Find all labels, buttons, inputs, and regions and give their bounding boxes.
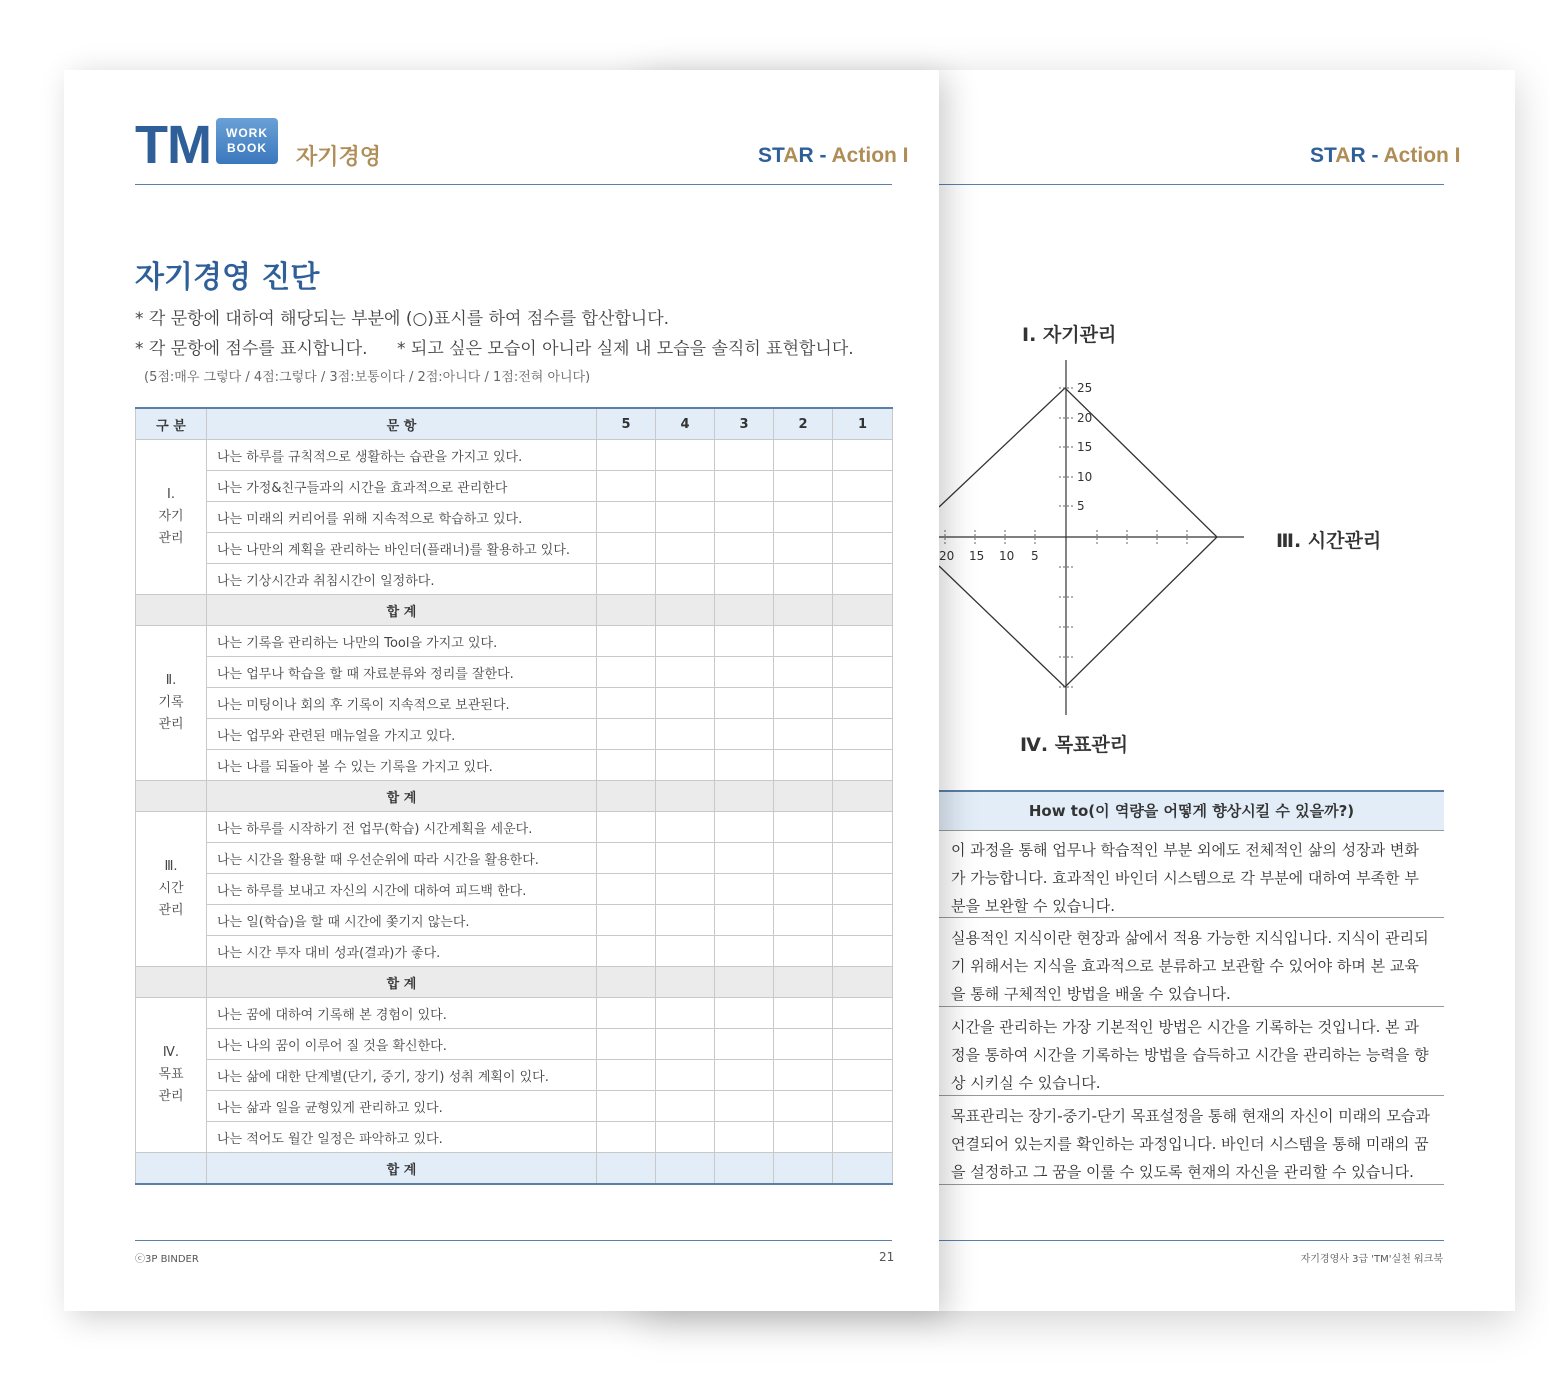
question-text: 나는 나를 되돌아 볼 수 있는 기록을 가지고 있다. [207, 750, 597, 781]
score-cell[interactable] [774, 936, 833, 967]
table-row [136, 812, 893, 843]
category-cell [136, 626, 207, 781]
score-cell[interactable] [715, 657, 774, 688]
score-cell[interactable] [597, 1029, 656, 1060]
score-cell[interactable] [656, 440, 715, 471]
table-row [136, 626, 893, 657]
score-cell[interactable] [833, 750, 893, 781]
howto-paragraph-3: 시간을 관리하는 가장 기본적인 방법은 시간을 기록하는 것입니다. 본 과정을 통하여 시간을 기록하는 방법을 습득하고 시간을 관리하는 능력을 향상 시키실 수 있습니다. [939, 1007, 1444, 1096]
header-score-5: 5 [597, 408, 656, 440]
y-tick-10: 10 [1077, 470, 1093, 484]
category-label: 관리 [158, 717, 184, 732]
sum-score-cell[interactable] [715, 595, 774, 626]
sum-label: 합 계 [207, 595, 597, 626]
score-cell[interactable] [597, 1091, 656, 1122]
question-text: 나는 하루를 규칙적으로 생활하는 습관을 가지고 있다. [207, 440, 597, 471]
score-cell[interactable] [715, 1122, 774, 1153]
score-cell[interactable] [597, 905, 656, 936]
radar-diagram [939, 355, 1259, 725]
header-category: 구 분 [136, 408, 207, 440]
sum-empty-cell [136, 967, 207, 998]
y-tick-5: 5 [1077, 499, 1085, 513]
score-cell[interactable] [774, 688, 833, 719]
instruction-1: * 각 문항에 대하여 해당되는 부분에 (○)표시를 하여 점수를 합산합니다. [135, 309, 670, 329]
y-tick-25: 25 [1077, 381, 1093, 395]
score-cell[interactable] [597, 812, 656, 843]
sum-score-cell[interactable] [833, 595, 893, 626]
score-cell[interactable] [597, 874, 656, 905]
sum-score-cell[interactable] [656, 595, 715, 626]
table-row [136, 874, 893, 905]
question-text: 나는 나의 꿈이 이루어 질 것을 확신한다. [207, 1029, 597, 1060]
instruction-2: * 각 문항에 점수를 표시합니다. [135, 339, 368, 359]
score-cell[interactable] [833, 998, 893, 1029]
page-number: 21 [879, 1250, 895, 1264]
header-score-2: 2 [774, 408, 833, 440]
sum-score-cell[interactable] [833, 967, 893, 998]
score-cell[interactable] [774, 812, 833, 843]
sum-score-cell[interactable] [597, 967, 656, 998]
score-cell[interactable] [715, 905, 774, 936]
page-title: 자기경영 진단 [135, 260, 320, 295]
score-cell[interactable] [833, 719, 893, 750]
table-row [136, 688, 893, 719]
score-cell[interactable] [656, 1091, 715, 1122]
axis-label-bottom: Ⅳ. 목표관리 [1020, 734, 1129, 756]
sum-score-cell[interactable] [833, 1153, 893, 1185]
score-cell[interactable] [715, 471, 774, 502]
sum-score-cell[interactable] [715, 781, 774, 812]
score-cell[interactable] [833, 905, 893, 936]
score-cell[interactable] [715, 502, 774, 533]
question-text: 나는 미팅이나 회의 후 기록이 지속적으로 보관된다. [207, 688, 597, 719]
score-cell[interactable] [833, 657, 893, 688]
table-row [136, 843, 893, 874]
category-label: 자기 [158, 509, 184, 524]
score-cell[interactable] [774, 533, 833, 564]
score-cell[interactable] [597, 1122, 656, 1153]
score-cell[interactable] [833, 533, 893, 564]
score-cell[interactable] [597, 936, 656, 967]
score-cell[interactable] [597, 688, 656, 719]
header-rule-left [135, 184, 892, 185]
sum-score-cell[interactable] [774, 967, 833, 998]
category-label: 관리 [158, 1089, 184, 1104]
question-text: 나는 업무와 관련된 매뉴얼을 가지고 있다. [207, 719, 597, 750]
category-cell [136, 440, 207, 595]
score-cell[interactable] [833, 1091, 893, 1122]
category-label: 기록 [158, 695, 184, 710]
sum-score-cell[interactable] [597, 595, 656, 626]
score-cell[interactable] [656, 998, 715, 1029]
score-cell[interactable] [833, 874, 893, 905]
score-cell[interactable] [656, 843, 715, 874]
score-cell[interactable] [656, 874, 715, 905]
logo-workbook-line2: BOOK [227, 141, 267, 155]
table-row [136, 471, 893, 502]
howto-paragraph-1: 이 과정을 통해 업무나 학습적인 부분 외에도 전체적인 삶의 성장과 변화가 가능합니다. 효과적인 바인더 시스템으로 각 부분에 대하여 부족한 부분을 보완할 수 있습니다. [939, 830, 1444, 918]
score-cell[interactable] [656, 533, 715, 564]
footer-copyright: ⓒ3P BINDER [135, 1254, 199, 1265]
header-score-4: 4 [656, 408, 715, 440]
category-label: 관리 [158, 903, 184, 918]
question-text: 나는 적어도 월간 일정은 파악하고 있다. [207, 1122, 597, 1153]
score-cell[interactable] [656, 750, 715, 781]
sum-score-cell[interactable] [774, 595, 833, 626]
score-cell[interactable] [833, 1060, 893, 1091]
score-cell[interactable] [774, 998, 833, 1029]
left-page [64, 70, 939, 1311]
score-cell[interactable] [774, 657, 833, 688]
score-cell[interactable] [833, 471, 893, 502]
axis-label-right: Ⅲ. 시간관리 [1276, 530, 1382, 552]
category-cell [136, 998, 207, 1153]
score-cell[interactable] [597, 998, 656, 1029]
category-label: 목표 [158, 1067, 184, 1082]
score-cell[interactable] [715, 626, 774, 657]
score-cell[interactable] [715, 1091, 774, 1122]
logo-workbook-line1: WORK [226, 126, 268, 140]
question-text: 나는 가정&친구들과의 시간을 효과적으로 관리한다 [207, 471, 597, 502]
sum-row [136, 967, 893, 998]
score-cell[interactable] [774, 1091, 833, 1122]
table-row [136, 998, 893, 1029]
table-row [136, 1122, 893, 1153]
score-cell[interactable] [774, 1060, 833, 1091]
question-text: 나는 하루를 시작하기 전 업무(학습) 시간계획을 세운다. [207, 812, 597, 843]
score-cell[interactable] [833, 843, 893, 874]
score-cell[interactable] [656, 936, 715, 967]
score-cell[interactable] [715, 688, 774, 719]
header-score-1: 1 [833, 408, 893, 440]
table-row [136, 533, 893, 564]
table-row [136, 502, 893, 533]
category-label: Ⅲ. [164, 859, 178, 874]
score-cell[interactable] [715, 533, 774, 564]
table-header-row [136, 408, 893, 440]
score-cell[interactable] [833, 1122, 893, 1153]
score-cell[interactable] [774, 843, 833, 874]
question-text: 나는 시간을 활용할 때 우선순위에 따라 시간을 활용한다. [207, 843, 597, 874]
score-cell[interactable] [656, 502, 715, 533]
score-cell[interactable] [597, 533, 656, 564]
score-cell[interactable] [774, 750, 833, 781]
question-text: 나는 기록을 관리하는 나만의 Tool을 가지고 있다. [207, 626, 597, 657]
category-label: 시간 [158, 881, 184, 896]
category-cell [136, 812, 207, 967]
x-tick-20: 20 [939, 549, 955, 563]
footer-rule-left [135, 1240, 892, 1241]
score-cell[interactable] [656, 719, 715, 750]
score-cell[interactable] [833, 812, 893, 843]
table-row [136, 564, 893, 595]
howto-header: How to(이 역량을 어떻게 향상시킬 수 있을까?) [939, 790, 1444, 831]
score-cell[interactable] [597, 657, 656, 688]
x-tick-10: 10 [999, 549, 1015, 563]
sum-empty-cell [136, 781, 207, 812]
score-cell[interactable] [715, 719, 774, 750]
y-tick-15: 15 [1077, 440, 1093, 454]
sum-row [136, 595, 893, 626]
score-cell[interactable] [715, 843, 774, 874]
table-row [136, 1060, 893, 1091]
score-cell[interactable] [597, 440, 656, 471]
sum-score-cell[interactable] [715, 1153, 774, 1185]
score-cell[interactable] [656, 1029, 715, 1060]
diagnosis-table [135, 407, 893, 1185]
score-cell[interactable] [597, 564, 656, 595]
question-text: 나는 삶에 대한 단계별(단기, 중기, 장기) 성취 계획이 있다. [207, 1060, 597, 1091]
score-cell[interactable] [774, 626, 833, 657]
question-text: 나는 시간 투자 대비 성과(결과)가 좋다. [207, 936, 597, 967]
score-cell[interactable] [833, 564, 893, 595]
score-cell[interactable] [774, 564, 833, 595]
score-cell[interactable] [656, 657, 715, 688]
score-cell[interactable] [597, 626, 656, 657]
score-cell[interactable] [833, 440, 893, 471]
score-cell[interactable] [833, 688, 893, 719]
sum-score-cell[interactable] [774, 1153, 833, 1185]
sum-label: 합 계 [207, 781, 597, 812]
score-scale: (5점:매우 그렇다 / 4점:그렇다 / 3점:보통이다 / 2점:아니다 / 1점:전혀 아니다) [144, 370, 591, 385]
score-cell[interactable] [656, 1122, 715, 1153]
sum-label: 합 계 [207, 967, 597, 998]
table-row [136, 719, 893, 750]
score-cell[interactable] [774, 1029, 833, 1060]
logo-subtitle: 자기경영 [296, 145, 382, 170]
section-label-left: STAR - Action I [758, 144, 909, 167]
x-tick-5: 5 [1031, 549, 1039, 563]
category-label: Ⅳ. [162, 1045, 180, 1060]
score-cell[interactable] [833, 626, 893, 657]
score-cell[interactable] [656, 1060, 715, 1091]
score-cell[interactable] [597, 719, 656, 750]
axis-label-top: Ⅰ. 자기관리 [1022, 324, 1117, 346]
score-cell[interactable] [597, 1060, 656, 1091]
question-text: 나는 일(학습)을 할 때 시간에 쫓기지 않는다. [207, 905, 597, 936]
category-label: 관리 [158, 531, 184, 546]
question-text: 나는 업무나 학습을 할 때 자료분류와 정리를 잘한다. [207, 657, 597, 688]
score-cell[interactable] [774, 471, 833, 502]
score-cell[interactable] [715, 936, 774, 967]
header-rule-right [939, 184, 1444, 185]
question-text: 나는 기상시간과 취침시간이 일정하다. [207, 564, 597, 595]
x-tick-15: 15 [969, 549, 985, 563]
table-row [136, 936, 893, 967]
score-cell[interactable] [833, 502, 893, 533]
y-tick-20: 20 [1077, 411, 1093, 425]
question-text: 나는 삶과 일을 균형있게 관리하고 있다. [207, 1091, 597, 1122]
score-cell[interactable] [715, 440, 774, 471]
section-label-right: STAR - Action I [1310, 144, 1461, 167]
sum-score-cell[interactable] [656, 781, 715, 812]
score-cell[interactable] [656, 812, 715, 843]
score-cell[interactable] [715, 564, 774, 595]
category-label: Ⅰ. [167, 487, 175, 502]
score-cell[interactable] [774, 1122, 833, 1153]
sum-score-cell[interactable] [715, 967, 774, 998]
sum-empty-cell [136, 1153, 207, 1185]
score-cell[interactable] [656, 905, 715, 936]
table-row [136, 905, 893, 936]
logo-workbook-badge [216, 118, 278, 164]
table-row [136, 657, 893, 688]
sum-score-cell[interactable] [656, 967, 715, 998]
sum-row [136, 781, 893, 812]
score-cell[interactable] [597, 843, 656, 874]
header-score-3: 3 [715, 408, 774, 440]
sum-empty-cell [136, 595, 207, 626]
score-cell[interactable] [597, 502, 656, 533]
score-cell[interactable] [715, 750, 774, 781]
score-cell[interactable] [774, 719, 833, 750]
logo-tm: TM [135, 115, 211, 175]
table-row [136, 440, 893, 471]
question-text: 나는 하루를 보내고 자신의 시간에 대하여 피드백 한다. [207, 874, 597, 905]
score-cell[interactable] [715, 874, 774, 905]
score-cell[interactable] [833, 1029, 893, 1060]
sum-score-cell[interactable] [597, 781, 656, 812]
score-cell[interactable] [774, 440, 833, 471]
score-cell[interactable] [715, 998, 774, 1029]
question-text: 나는 미래의 커리어를 위해 지속적으로 학습하고 있다. [207, 502, 597, 533]
score-cell[interactable] [656, 471, 715, 502]
sum-score-cell[interactable] [656, 1153, 715, 1185]
table-row [136, 750, 893, 781]
table-row [136, 1029, 893, 1060]
footer-book-title: 자기경영사 3급 'TM'실천 워크북 [1300, 1254, 1443, 1265]
sum-row [136, 1153, 893, 1185]
category-label: Ⅱ. [165, 673, 177, 688]
instruction-3: * 되고 싶은 모습이 아니라 실제 내 모습을 솔직히 표현합니다. [397, 339, 854, 359]
sum-score-cell[interactable] [833, 781, 893, 812]
footer-rule-right [939, 1240, 1444, 1241]
score-cell[interactable] [656, 564, 715, 595]
score-cell[interactable] [774, 905, 833, 936]
score-cell[interactable] [833, 936, 893, 967]
score-cell[interactable] [715, 1060, 774, 1091]
header-item: 문 항 [207, 408, 597, 440]
howto-paragraph-2: 실용적인 지식이란 현장과 삶에서 적용 가능한 지식입니다. 지식이 관리되기 위해서는 지식을 효과적으로 분류하고 보관할 수 있어야 하며 본 교육을 통해 구체적인 방법을 배울 수 있습니다. [939, 918, 1444, 1007]
sum-score-cell[interactable] [774, 781, 833, 812]
table-row [136, 1091, 893, 1122]
score-cell[interactable] [656, 626, 715, 657]
score-cell[interactable] [774, 874, 833, 905]
sum-label: 합 계 [207, 1153, 597, 1185]
howto-paragraph-4: 목표관리는 장기-중기-단기 목표설정을 통해 현재의 자신이 미래의 모습과 연결되어 있는지를 확인하는 과정입니다. 바인더 시스템을 통해 미래의 꿈을 설정하고 그 꿈을 이룰 수 있도록 현재의 자신을 관리할 수 있습니다. [939, 1096, 1444, 1185]
score-cell[interactable] [715, 812, 774, 843]
question-text: 나는 꿈에 대하여 기록해 본 경험이 있다. [207, 998, 597, 1029]
score-cell[interactable] [774, 502, 833, 533]
score-cell[interactable] [656, 688, 715, 719]
score-cell[interactable] [715, 1029, 774, 1060]
sum-score-cell[interactable] [597, 1153, 656, 1185]
question-text: 나는 나만의 계획을 관리하는 바인더(플래너)를 활용하고 있다. [207, 533, 597, 564]
score-cell[interactable] [597, 750, 656, 781]
score-cell[interactable] [597, 471, 656, 502]
